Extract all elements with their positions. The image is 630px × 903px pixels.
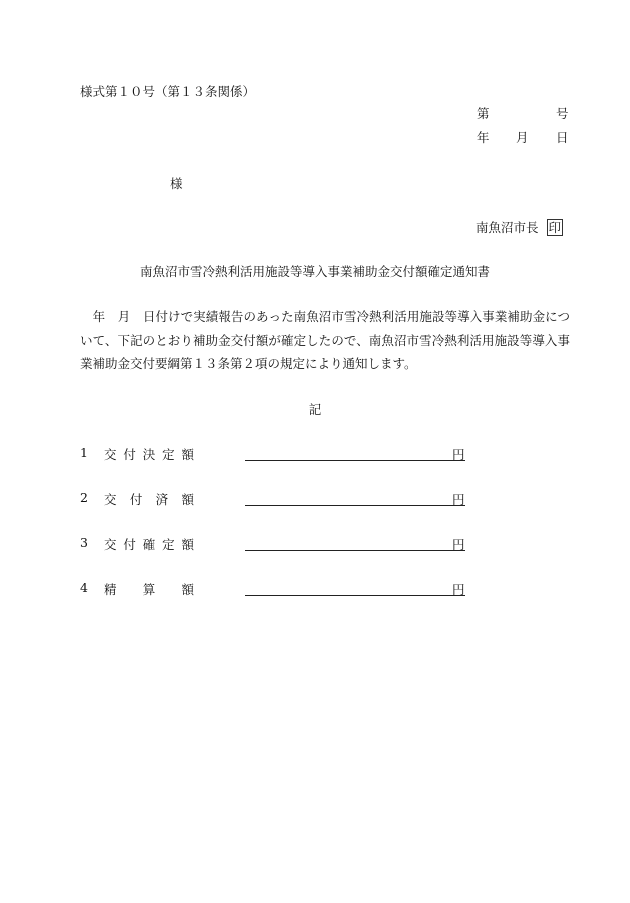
issuer	[476, 218, 563, 236]
ref-dai: 第	[477, 106, 490, 121]
document-title: 南魚沼市雪冷熱利活用施設等導入事業補助金交付額確定通知書	[139, 264, 490, 279]
item-label	[104, 535, 194, 553]
amount-item-row	[80, 490, 465, 510]
item-label-char: 額	[181, 537, 194, 552]
date-month: 月	[516, 130, 529, 145]
item-label-char: 精	[104, 582, 117, 597]
yen-unit: 円	[452, 447, 465, 462]
form-number: 様式第１０号（第１３条関係）	[80, 84, 256, 99]
date-year: 年	[477, 130, 490, 145]
body-text: 年 月 日付けで実績報告のあった南魚沼市雪冷熱利活用施設等導入事業補助金について、下記のとおり補助金交付額が確定したので、南魚沼市雪冷熱利活用施設等導入事業補助金交付要綱第１３条第２項の規定により通知します。	[80, 309, 570, 371]
amount-item-row	[80, 535, 465, 555]
amount-blank-line	[245, 595, 465, 596]
item-label-char: 付	[123, 537, 136, 552]
item-number: 2	[80, 490, 88, 505]
amount-blank-line	[245, 505, 465, 506]
item-number: 1	[80, 445, 88, 460]
item-label-char: 済	[155, 492, 169, 507]
item-label-char: 付	[123, 447, 136, 462]
date-day: 日	[556, 130, 569, 145]
ki-heading: 記	[308, 402, 322, 417]
item-label-char: 額	[181, 582, 194, 597]
item-label-char: 確	[142, 537, 156, 552]
yen-unit: 円	[452, 492, 465, 507]
item-number: 4	[80, 580, 88, 595]
item-label-char: 算	[142, 582, 156, 597]
yen-unit: 円	[452, 582, 465, 597]
item-label	[104, 445, 194, 463]
item-label-char: 定	[162, 537, 175, 552]
item-label-char: 定	[162, 447, 175, 462]
item-label	[104, 580, 194, 598]
item-label	[104, 490, 194, 508]
item-label-char: 交	[104, 537, 117, 552]
item-number: 3	[80, 535, 88, 550]
item-label-char: 付	[129, 492, 143, 507]
item-label-char: 交	[104, 492, 117, 507]
issuer-name: 南魚沼市長	[476, 220, 539, 235]
item-label-char: 交	[104, 447, 117, 462]
addressee-suffix: 様	[170, 176, 183, 191]
amount-blank-line	[245, 460, 465, 461]
seal-mark: 印	[548, 220, 562, 235]
ref-go: 号	[556, 106, 569, 121]
amount-item-row	[80, 580, 465, 600]
amount-item-row	[80, 445, 465, 465]
item-label-char: 額	[181, 492, 194, 507]
item-label-char: 決	[142, 447, 156, 462]
yen-unit: 円	[452, 537, 465, 552]
item-label-char: 額	[181, 447, 194, 462]
amount-blank-line	[245, 550, 465, 551]
